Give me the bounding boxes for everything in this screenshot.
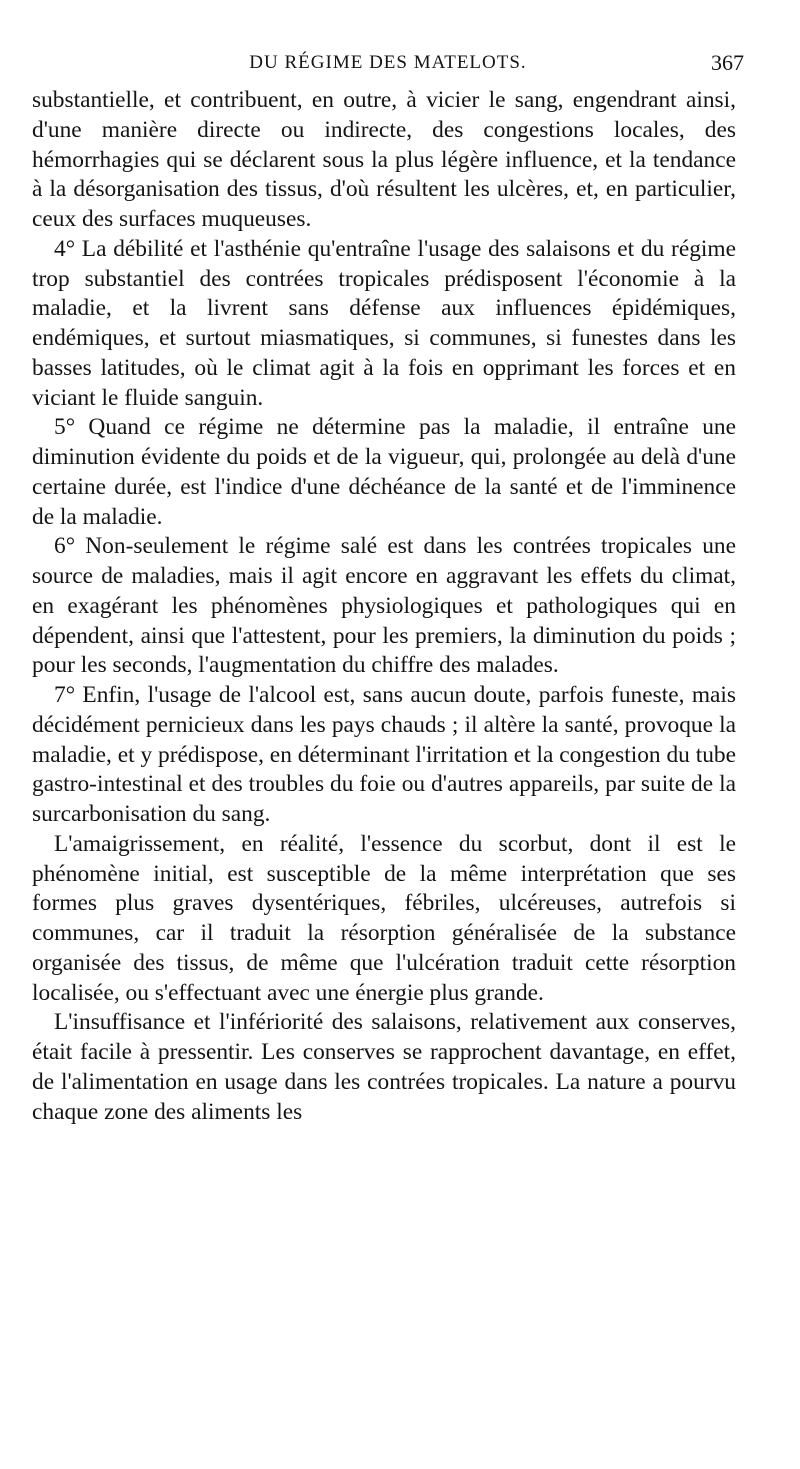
body-text bbox=[32, 86, 736, 1127]
paragraph-point-4: 4° La débilité et l'asthénie qu'entraîne l'usage des salaisons et du régime trop substantiel des contrées tropicales prédisposent l'économie à la maladie, et la livrent sans défense aux influences épidémiques, endémiques, et surtout miasmatiques, si communes, si funestes dans les basses latitudes, où le climat agit à la fois en opprimant les forces et en viciant le fluide sanguin. bbox=[32, 235, 736, 411]
paragraph-point-6: 6° Non-seulement le régime salé est dans les contrées tropicales une source de maladies, mais il agit encore en aggravant les effets du climat, en exagérant les phénomènes physiologiques et pathologiques qui en dépendent, ainsi que l'attestent, pour les premiers, la diminution du poids ; pour les seconds, l'augmentation du chiffre des malades. bbox=[32, 533, 736, 679]
running-head bbox=[32, 52, 744, 82]
paragraph-insuffisance: L'insuffisance et l'infériorité des salaisons, relativement aux conserves, était facile à pressentir. Les conserves se rapprochent davantage, en effet, de l'alimentation en usage dans les contrées tropicales. La nature a pourvu chaque zone des aliments les bbox=[32, 1009, 736, 1125]
paragraph-amaigrissement: L'amaigrissement, en réalité, l'essence du scorbut, dont il est le phénomène initial, est susceptible de la même interprétation que ses formes plus graves dysentériques, fébriles, ulcéreuses, autrefois si communes, car il traduit la résorption généralisée de la substance organisée des tissus, de même que l'ulcération traduit cette résorption localisée, ou s'effectuant avec une énergie plus grande. bbox=[32, 830, 736, 1006]
paragraph-continuation: substantielle, et contribuent, en outre, à vicier le sang, engendrant ainsi, d'une manière directe ou indirecte, des congestions locales, des hémorrhagies qui se déclarent sous la plus légère influence, et la tendance à la désorganisation des tissus, d'où résultent les ulcères, et, en particulier, ceux des surfaces muqueuses. bbox=[32, 87, 736, 232]
paragraph-point-7: 7° Enfin, l'usage de l'alcool est, sans aucun doute, parfois funeste, mais décidément pernicieux dans les pays chauds ; il altère la santé, provoque la maladie, et y prédispose, en déterminant l'irritation et la congestion du tube gastro-intestinal et des troubles du foie ou d'autres appareils, par suite de la surcarbonisation du sang. bbox=[32, 682, 736, 827]
paragraph-point-5: 5° Quand ce régime ne détermine pas la maladie, il entraîne une diminution évidente du poids et de la vigueur, qui, prolongée au delà d'une certaine durée, est l'indice d'une déchéance de la santé et de l'imminence de la maladie. bbox=[32, 414, 736, 530]
page-number: 367 bbox=[711, 50, 744, 75]
running-title: DU RÉGIME DES MATELOTS. bbox=[249, 52, 527, 73]
